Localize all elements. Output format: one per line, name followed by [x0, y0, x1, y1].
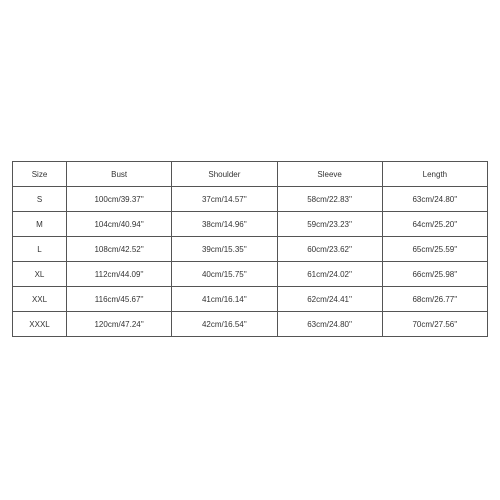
table-row — [13, 312, 488, 337]
bust-cell: 108cm/42.52'' — [67, 237, 172, 262]
header-cell-length: Length — [382, 162, 487, 187]
table-row — [13, 237, 488, 262]
size-cell: L — [13, 237, 67, 262]
bust-cell: 104cm/40.94'' — [67, 212, 172, 237]
sleeve-cell: 62cm/24.41'' — [277, 287, 382, 312]
sleeve-cell: 59cm/23.23'' — [277, 212, 382, 237]
length-cell: 68cm/26.77'' — [382, 287, 487, 312]
sleeve-cell: 60cm/23.62'' — [277, 237, 382, 262]
bust-cell: 116cm/45.67'' — [67, 287, 172, 312]
size-chart-table — [12, 161, 488, 337]
sleeve-cell: 58cm/22.83'' — [277, 187, 382, 212]
length-cell: 63cm/24.80'' — [382, 187, 487, 212]
size-cell: XXXL — [13, 312, 67, 337]
table-row — [13, 187, 488, 212]
size-cell: S — [13, 187, 67, 212]
table-row — [13, 287, 488, 312]
shoulder-cell: 39cm/15.35'' — [172, 237, 277, 262]
header-row — [13, 162, 488, 187]
sleeve-cell: 63cm/24.80'' — [277, 312, 382, 337]
header-cell-shoulder: Shoulder — [172, 162, 277, 187]
length-cell: 65cm/25.59'' — [382, 237, 487, 262]
header-cell-size: Size — [13, 162, 67, 187]
length-cell: 70cm/27.56'' — [382, 312, 487, 337]
sleeve-cell: 61cm/24.02'' — [277, 262, 382, 287]
length-cell: 64cm/25.20'' — [382, 212, 487, 237]
table-row — [13, 262, 488, 287]
shoulder-cell: 41cm/16.14'' — [172, 287, 277, 312]
header-cell-bust: Bust — [67, 162, 172, 187]
shoulder-cell: 38cm/14.96'' — [172, 212, 277, 237]
bust-cell: 100cm/39.37'' — [67, 187, 172, 212]
table-row — [13, 212, 488, 237]
length-cell: 66cm/25.98'' — [382, 262, 487, 287]
shoulder-cell: 42cm/16.54'' — [172, 312, 277, 337]
header-cell-sleeve: Sleeve — [277, 162, 382, 187]
shoulder-cell: 40cm/15.75'' — [172, 262, 277, 287]
bust-cell: 120cm/47.24'' — [67, 312, 172, 337]
bust-cell: 112cm/44.09'' — [67, 262, 172, 287]
shoulder-cell: 37cm/14.57'' — [172, 187, 277, 212]
size-cell: M — [13, 212, 67, 237]
size-cell: XL — [13, 262, 67, 287]
size-cell: XXL — [13, 287, 67, 312]
